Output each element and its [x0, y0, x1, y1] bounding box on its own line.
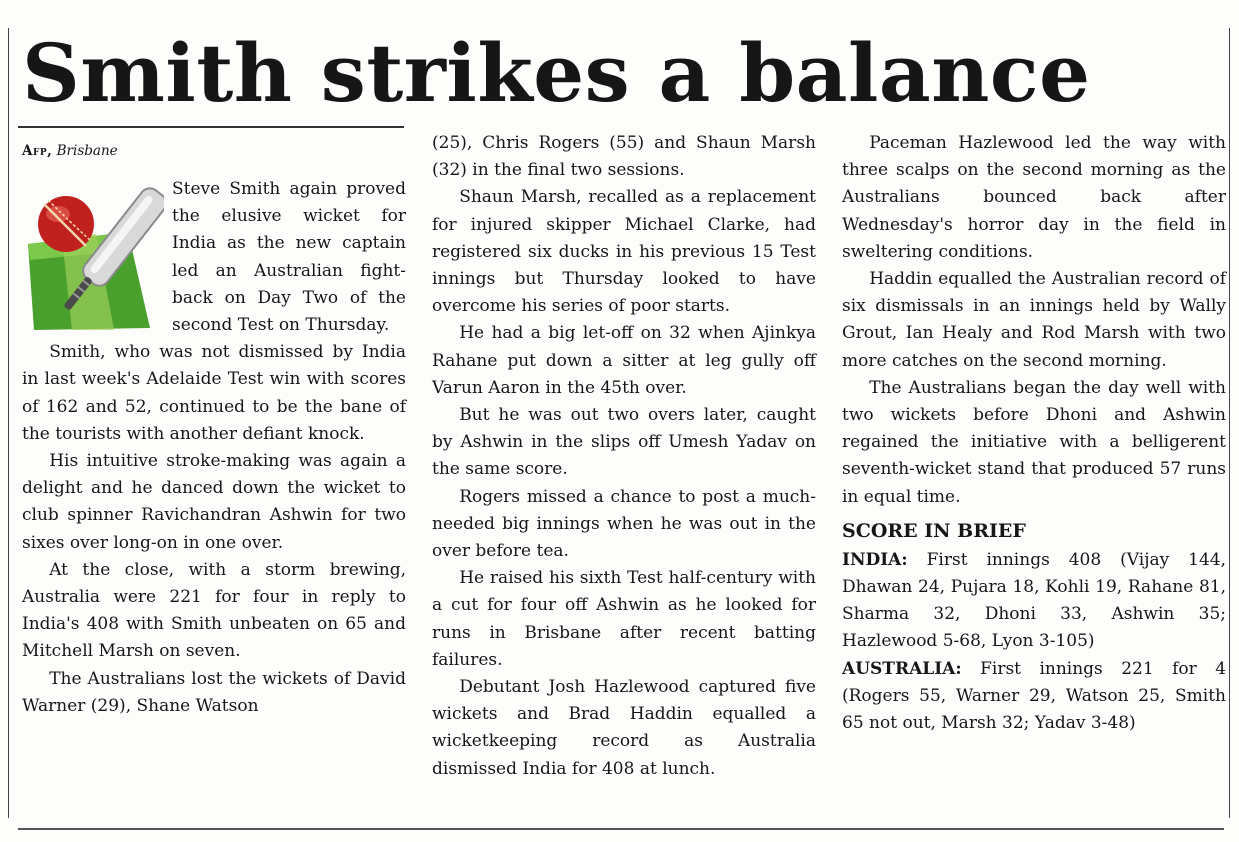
paragraph-1: Steve Smith again proved the elusive wicket for India as the new captain led an Australian fight-back on Day Two of the second Test on Thursday.	[172, 179, 406, 336]
australia-label: AUSTRALIA:	[842, 658, 962, 679]
paragraph-5-end: (25), Chris Rogers (55) and Shaun Marsh (32) in the final two sessions.	[432, 133, 816, 181]
article-column-1	[22, 176, 406, 720]
cricket-ball-and-bat-icon	[22, 180, 164, 334]
left-column-rule	[8, 28, 9, 818]
article-column-3	[842, 130, 1226, 737]
score-in-brief	[842, 517, 1226, 737]
paragraph-2: Smith, who was not dismissed by India in last week's Adelaide Test win with scores of 162 and 52, continued to be the bane of the tourists with another defiant knock.	[22, 342, 406, 444]
article-column-2	[432, 130, 816, 783]
paragraph-3: His intuitive stroke-making was again a delight and he danced down the wicket to club spinner Ravichandran Ashwin for two sixes over long-on in one over.	[22, 451, 406, 553]
paragraph-11: Debutant Josh Hazlewood captured five wickets and Brad Haddin equalled a wicketkeeping record as Australia dismissed India for 408 at lunch.	[432, 677, 816, 779]
bottom-rule	[18, 828, 1224, 830]
byline-source: Afp,	[22, 143, 53, 159]
score-in-brief-title: SCORE IN BRIEF	[842, 519, 1026, 542]
australia-score-text: First innings 221 for 4 (Rogers 55, Warner 29, Watson 25, Smith 65 not out, Marsh 32; Yadav 3-48)	[842, 658, 1227, 734]
paragraph-10: He raised his sixth Test half-century with a cut for four off Ashwin as he looked for runs in Brisbane after recent batting failures.	[432, 568, 816, 670]
byline-rule	[18, 126, 404, 128]
paragraph-9: Rogers missed a chance to post a much-needed big innings when he was out in the over before tea.	[432, 486, 816, 562]
paragraph-14: The Australians began the day well with two wickets before Dhoni and Ashwin regained the initiative with a belligerent seventh-wicket stand that produced 57 runs in equal time.	[842, 377, 1226, 507]
paragraph-4: At the close, with a storm brewing, Australia were 221 for four in reply to India's 408 with Smith unbeaten on 65 and Mitchell Marsh on seven.	[22, 559, 406, 662]
paragraph-7: He had a big let-off on 32 when Ajinkya Rahane put down a sitter at leg gully off Varun Aaron in the 45th over.	[432, 323, 816, 398]
paragraph-13: Haddin equalled the Australian record of six dismissals in an innings held by Wally Grout, Ian Healy and Rod Marsh with two more catches on the second morning.	[842, 269, 1226, 371]
india-score	[842, 547, 1226, 656]
india-score-text: First innings 408 (Vijay 144, Dhawan 24, Pujara 18, Kohli 19, Rahane 81, Sharma 32, Dhoni 33, Ashwin 35; Hazlewood 5-68, Lyon 3-105)	[842, 549, 1226, 652]
paragraph-5-start: The Australians lost the wickets of David Warner (29), Shane Watson	[22, 668, 406, 716]
right-column-rule	[1229, 28, 1230, 818]
headline: Smith strikes a balance	[22, 26, 1091, 120]
paragraph-8: But he was out two overs later, caught by Ashwin in the slips off Umesh Yadav on the same score.	[432, 405, 816, 480]
byline-location: Brisbane	[56, 143, 118, 159]
india-label: INDIA:	[842, 549, 908, 570]
australia-score	[842, 656, 1226, 738]
paragraph-12: Paceman Hazlewood led the way with three scalps on the second morning as the Australians bounced back after Wednesday's horror day in the field in sweltering conditions.	[842, 133, 1226, 262]
byline	[22, 142, 118, 160]
paragraph-6: Shaun Marsh, recalled as a replacement for injured skipper Michael Clarke, had registered six ducks in his previous 15 Test innings but Thursday looked to have overcome his series of poor starts.	[432, 187, 816, 317]
